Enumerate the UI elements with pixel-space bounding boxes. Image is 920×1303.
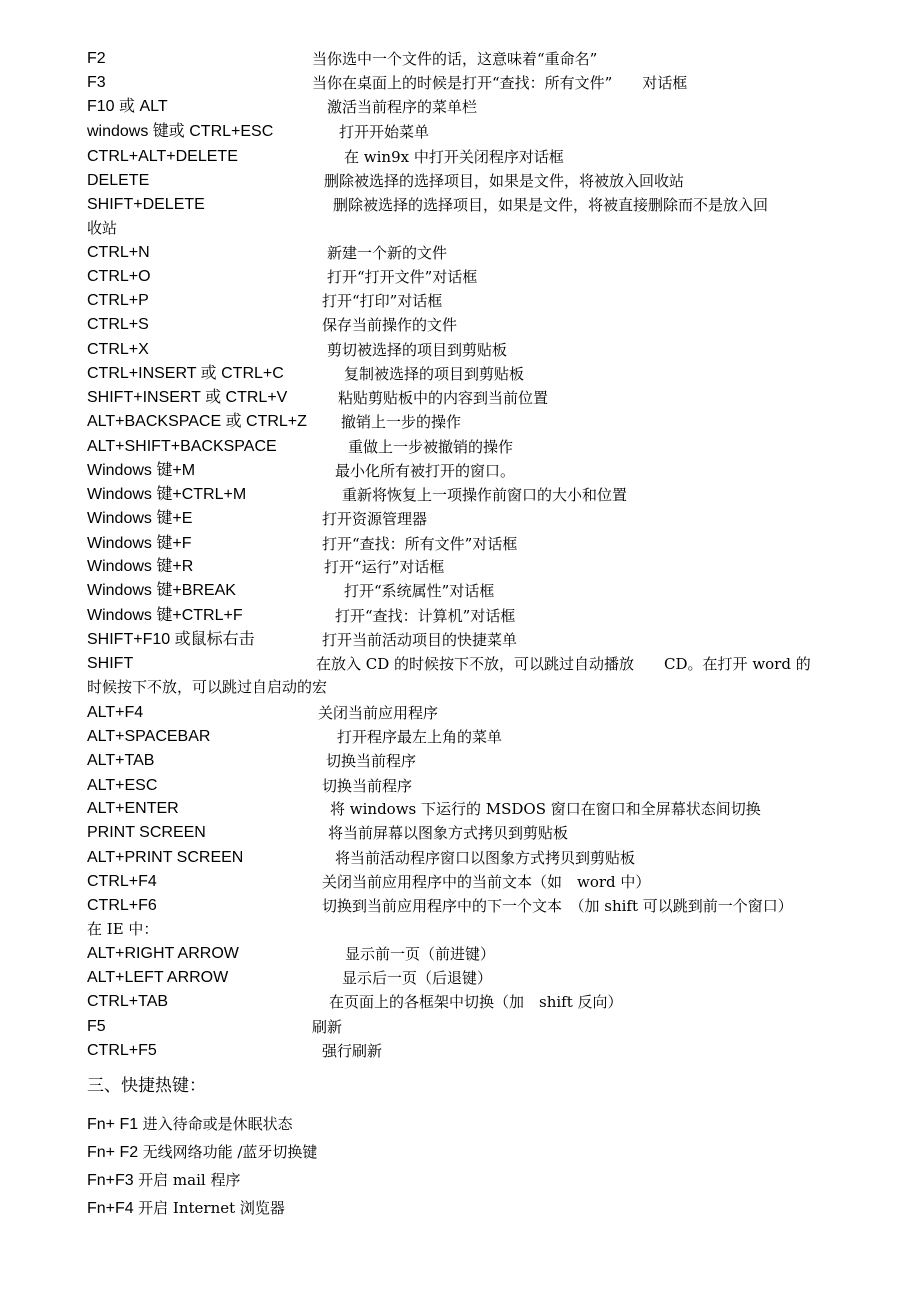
shortcut-desc: 刷新 xyxy=(312,1018,343,1036)
shortcut-desc: 显示前一页（前进键） xyxy=(345,945,496,963)
shortcut-key: SHIFT xyxy=(87,655,134,672)
shift-delete-continuation: 收站 xyxy=(87,219,118,237)
shortcut-key: DELETE xyxy=(87,172,150,189)
shortcut-key: ALT+LEFT ARROW xyxy=(87,969,229,986)
shortcut-key: CTRL+O xyxy=(87,268,151,285)
fn-key-row xyxy=(87,1140,317,1165)
shortcut-desc: 当你选中一个文件的话，这意味着“重命名” xyxy=(312,50,598,68)
shortcut-key: windows 键或 CTRL+ESC xyxy=(87,123,274,140)
shortcut-key: F10 或 ALT xyxy=(87,98,168,115)
fn-desc: 无线网络功能 /蓝牙切换键 xyxy=(142,1143,318,1161)
shortcut-desc: 最小化所有被打开的窗口。 xyxy=(335,462,516,480)
shortcut-desc: 剪切被选择的项目到剪贴板 xyxy=(327,341,508,359)
shortcut-key: CTRL+P xyxy=(87,292,149,309)
shortcut-key: F3 xyxy=(87,74,106,91)
ie-section-label: 在 IE 中： xyxy=(87,920,159,938)
shortcut-key: CTRL+F5 xyxy=(87,1042,157,1059)
shortcut-desc: 切换当前程序 xyxy=(322,777,413,795)
shortcut-desc: 切换当前程序 xyxy=(326,752,417,770)
shortcut-key: CTRL+X xyxy=(87,341,149,358)
shortcut-desc: 在放入 CD 的时候按下不放，可以跳过自动播放 CD。在打开 word 的 xyxy=(316,655,811,673)
shortcut-key: ALT+SHIFT+BACKSPACE xyxy=(87,438,277,455)
shortcut-key: ALT+TAB xyxy=(87,752,155,769)
shortcut-desc: 在 win9x 中打开关闭程序对话框 xyxy=(344,148,564,166)
shortcut-desc: 删除被选择的选择项目，如果是文件，将被放入回收站 xyxy=(324,172,685,190)
shift-continuation: 时候按下不放，可以跳过自启动的宏 xyxy=(87,678,328,696)
shortcut-desc: 打开程序最左上角的菜单 xyxy=(337,728,503,746)
shortcut-desc: 重新将恢复上一项操作前窗口的大小和位置 xyxy=(342,486,628,504)
shortcut-key: PRINT SCREEN xyxy=(87,824,206,841)
fn-key-row xyxy=(87,1112,293,1137)
shortcut-desc: 打开资源管理器 xyxy=(322,510,428,528)
shortcut-desc: 激活当前程序的菜单栏 xyxy=(327,98,478,116)
shortcut-desc: 撤销上一步的操作 xyxy=(341,413,462,431)
fn-key: Fn+ F2 xyxy=(87,1144,139,1161)
shortcut-key: CTRL+N xyxy=(87,244,150,261)
shortcut-desc: 打开“查找：计算机”对话框 xyxy=(335,607,516,625)
shortcut-key: Windows 键+CTRL+F xyxy=(87,607,243,624)
shortcut-key: CTRL+F6 xyxy=(87,897,157,914)
shortcut-key: CTRL+INSERT 或 CTRL+C xyxy=(87,365,284,382)
shortcut-key: SHIFT+DELETE xyxy=(87,196,205,213)
shortcut-desc: 强行刷新 xyxy=(322,1042,383,1060)
shortcut-key: ALT+ESC xyxy=(87,777,158,794)
shortcut-desc: 新建一个新的文件 xyxy=(327,244,448,262)
shortcut-key: CTRL+S xyxy=(87,316,149,333)
shortcut-desc: 打开开始菜单 xyxy=(339,123,430,141)
shortcut-key: Windows 键+E xyxy=(87,510,193,527)
fn-key: Fn+F3 xyxy=(87,1172,134,1189)
shortcut-desc: 关闭当前应用程序 xyxy=(318,704,439,722)
shortcut-key: SHIFT+INSERT 或 CTRL+V xyxy=(87,389,288,406)
shortcut-desc: 显示后一页（后退键） xyxy=(342,969,493,987)
shortcut-key: Windows 键+R xyxy=(87,558,194,575)
fn-key-row xyxy=(87,1168,240,1193)
shortcut-key: SHIFT+F10 或鼠标右击 xyxy=(87,631,255,648)
shortcut-key: CTRL+ALT+DELETE xyxy=(87,148,238,165)
shortcut-desc: 将 windows 下运行的 MSDOS 窗口在窗口和全屏幕状态间切换 xyxy=(330,800,761,818)
shortcut-desc: 打开“查找：所有文件”对话框 xyxy=(322,535,518,553)
fn-key: Fn+F4 xyxy=(87,1200,134,1217)
fn-desc: 开启 mail 程序 xyxy=(138,1171,241,1189)
shortcut-key: ALT+RIGHT ARROW xyxy=(87,945,239,962)
shortcut-desc: 将当前屏幕以图象方式拷贝到剪贴板 xyxy=(328,824,569,842)
shortcut-key: CTRL+TAB xyxy=(87,993,169,1010)
shortcut-key: Windows 键+CTRL+M xyxy=(87,486,247,503)
shortcut-desc: 打开“打印”对话框 xyxy=(322,292,443,310)
shortcut-desc: 打开当前活动项目的快捷菜单 xyxy=(322,631,518,649)
shortcut-key: ALT+PRINT SCREEN xyxy=(87,849,244,866)
shortcut-desc: 删除被选择的选择项目，如果是文件，将被直接删除而不是放入回 xyxy=(333,196,769,214)
shortcut-desc: 打开“打开文件”对话框 xyxy=(327,268,478,286)
shortcut-desc: 将当前活动程序窗口以图象方式拷贝到剪贴板 xyxy=(335,849,636,867)
shortcut-desc: 打开“运行”对话框 xyxy=(324,558,445,576)
shortcut-key: Windows 键+M xyxy=(87,462,196,479)
fn-desc: 进入待命或是休眠状态 xyxy=(142,1115,293,1133)
shortcut-key: Windows 键+BREAK xyxy=(87,582,236,599)
shortcut-desc: 切换到当前应用程序中的下一个文本 （加 shift 可以跳到前一个窗口） xyxy=(322,897,793,915)
shortcut-desc: 打开“系统属性”对话框 xyxy=(344,582,495,600)
fn-key: Fn+ F1 xyxy=(87,1116,139,1133)
shortcut-desc: 当你在桌面上的时候是打开“查找：所有文件” 对话框 xyxy=(312,74,688,92)
shortcut-desc: 在页面上的各框架中切换（加 shift 反向） xyxy=(329,993,623,1011)
shortcut-desc: 重做上一步被撤销的操作 xyxy=(348,438,514,456)
fn-key-row xyxy=(87,1196,285,1221)
shortcut-key: ALT+F4 xyxy=(87,704,144,721)
shortcut-key: ALT+BACKSPACE 或 CTRL+Z xyxy=(87,413,307,430)
shortcut-desc: 关闭当前应用程序中的当前文本（如 word 中） xyxy=(322,873,651,891)
shortcut-desc: 复制被选择的项目到剪贴板 xyxy=(344,365,525,383)
shortcut-desc: 保存当前操作的文件 xyxy=(322,316,458,334)
fn-desc: 开启 Internet 浏览器 xyxy=(138,1199,285,1217)
shortcut-key: CTRL+F4 xyxy=(87,873,157,890)
section-heading: 三、快捷热键： xyxy=(87,1076,206,1096)
shortcut-key: Windows 键+F xyxy=(87,535,192,552)
shortcut-key: ALT+ENTER xyxy=(87,800,179,817)
shortcut-desc: 粘贴剪贴板中的内容到当前位置 xyxy=(338,389,549,407)
shortcut-key: F2 xyxy=(87,50,106,67)
shortcut-key: F5 xyxy=(87,1018,106,1035)
shortcut-key: ALT+SPACEBAR xyxy=(87,728,211,745)
